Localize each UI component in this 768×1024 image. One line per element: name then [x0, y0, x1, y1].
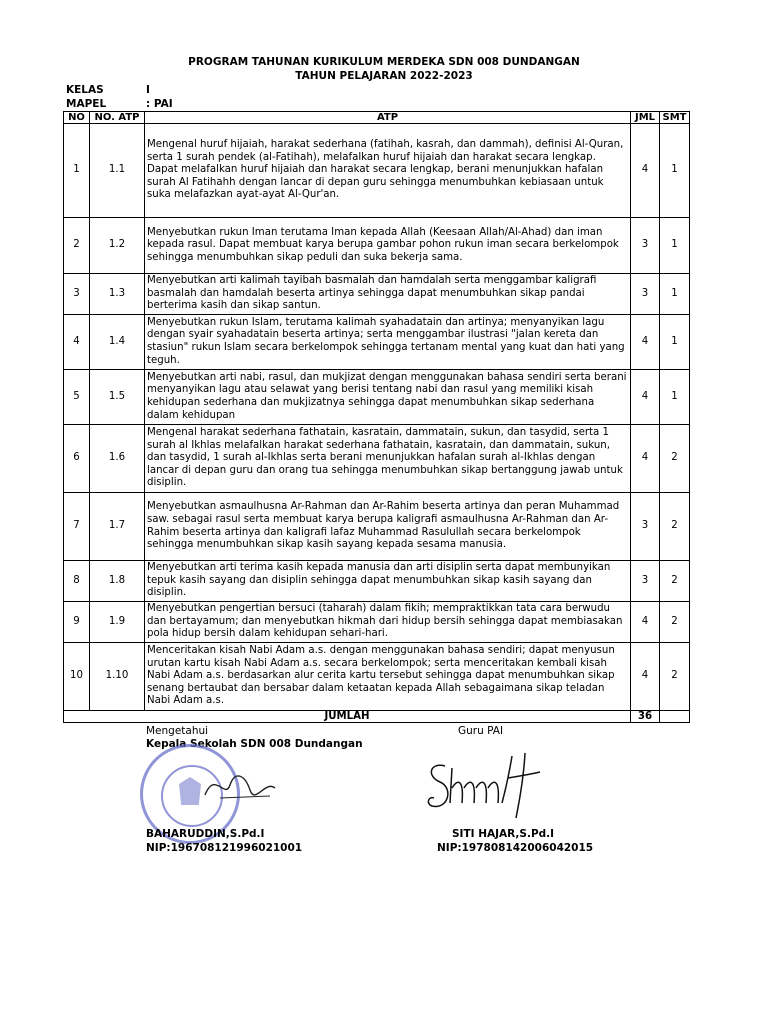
row-atp: Menyebutkan rukun Iman terutama Iman kepada Allah (Keesaan Allah/Al-Ahad) dan iman kepada rasul. Dapat membuat karya berupa gambar pohon rukun iman secara berkelompok sehingga menumbuhkan sikap peduli dan suka bekerja sama. — [145, 218, 631, 274]
row-jml: 3 — [631, 493, 660, 561]
row-atp: Menyebutkan arti terima kasih kepada manusia dan arti disiplin serta dapat membunyikan tepuk kasih sayang dan disiplin sehingga dapat menumbuhkan sikap kasih sayang dan disiplin. — [145, 561, 631, 602]
row-smt: 2 — [660, 602, 690, 643]
row-no: 10 — [64, 643, 90, 711]
document-title: PROGRAM TAHUNAN KURIKULUM MERDEKA SDN 008 DUNDANGAN — [188, 56, 580, 68]
row-no-atp: 1.3 — [90, 274, 145, 315]
kelas-value: I — [146, 84, 150, 96]
row-smt: 1 — [660, 124, 690, 218]
table-row — [64, 124, 690, 218]
table-row — [64, 425, 690, 493]
table-header-row — [64, 112, 690, 124]
row-jml: 4 — [631, 425, 660, 493]
left-caption: Mengetahui — [146, 725, 209, 737]
row-atp: Menyebutkan rukun Islam, terutama kalimah syahadatain dan artinya; menyanyikan lagu dengan syair syahadatain beserta artinya; serta menggambar ilustrasi "jalan kereta dan stasiun" rukun Islam secara berkelompok sehingga tertanam mental yang kuat dan hati yang teguh. — [145, 315, 631, 370]
principal-nip: NIP:196708121996021001 — [146, 842, 303, 854]
row-no-atp: 1.2 — [90, 218, 145, 274]
row-jml: 4 — [631, 602, 660, 643]
header-no: NO — [64, 112, 90, 124]
table-row — [64, 602, 690, 643]
row-no-atp: 1.10 — [90, 643, 145, 711]
teacher-signature-icon — [420, 748, 550, 828]
row-jml: 4 — [631, 315, 660, 370]
row-no: 4 — [64, 315, 90, 370]
document-subtitle: TAHUN PELAJARAN 2022-2023 — [295, 70, 473, 82]
table-row — [64, 643, 690, 711]
row-atp: Menyebutkan asmaulhusna Ar-Rahman dan Ar-Rahim beserta artinya dan peran Muhammad saw. sebagai rasul serta membuat karya berupa kaligrafi asmaulhusna Ar-Rahman dan Ar-Rahim beserta artinya dan kaligrafi lafaz Muhammad Rasulullah secara berkelompok sehingga menumbuhkan sikap kasih sayang kepada sesama manusia. — [145, 493, 631, 561]
header-smt: SMT — [660, 112, 690, 124]
row-smt: 1 — [660, 315, 690, 370]
row-no-atp: 1.1 — [90, 124, 145, 218]
row-jml: 3 — [631, 561, 660, 602]
total-smt — [660, 711, 690, 723]
principal-name: BAHARUDDIN,S.Pd.I — [146, 828, 265, 840]
table-row — [64, 561, 690, 602]
row-atp: Menyebutkan arti nabi, rasul, dan mukjizat dengan menggunakan bahasa sendiri serta berani menyanyikan lagu atau selawat yang berisi tentang nabi dan rasul yang memiliki kisah kehidupan sederhana dan mukjizatnya sehingga dapat menumbuhkan sikap sederhana dalam kehidupan — [145, 370, 631, 425]
teacher-nip: NIP:197808142006042015 — [437, 842, 594, 854]
header-atp: ATP — [145, 112, 631, 124]
row-smt: 2 — [660, 561, 690, 602]
teacher-name: SITI HAJAR,S.Pd.I — [452, 828, 555, 840]
header-jml: JML — [631, 112, 660, 124]
total-label: JUMLAH — [64, 711, 631, 723]
table-row — [64, 274, 690, 315]
row-smt: 1 — [660, 218, 690, 274]
row-no: 6 — [64, 425, 90, 493]
mapel-value: : PAI — [146, 98, 173, 110]
right-caption: Guru PAI — [458, 725, 504, 737]
row-no-atp: 1.5 — [90, 370, 145, 425]
row-no: 1 — [64, 124, 90, 218]
row-smt: 1 — [660, 274, 690, 315]
row-atp: Menyebutkan pengertian bersuci (taharah) dalam fikih; mempraktikkan tata cara berwudu dan bertayamum; dan menyebutkan hikmah dari hidup bersih sehingga dapat membiasakan pola hidup bersih dalam kehidupan sehari-hari. — [145, 602, 631, 643]
atp-table — [63, 111, 690, 723]
row-smt: 2 — [660, 425, 690, 493]
row-smt: 1 — [660, 370, 690, 425]
row-no: 7 — [64, 493, 90, 561]
row-no-atp: 1.4 — [90, 315, 145, 370]
row-no-atp: 1.9 — [90, 602, 145, 643]
row-no: 2 — [64, 218, 90, 274]
row-no: 3 — [64, 274, 90, 315]
row-atp: Mengenal harakat sederhana fathatain, kasratain, dammatain, sukun, dan tasydid, serta 1 surah al Ikhlas melafalkan harakat sederhana fathatain, kasratain, dan dammatain, sukun, dan tasydid, 1 surah al-Ikhlas serta berani menunjukkan hafalan surah al-Ikhlas dengan lancar di depan guru dan orang tua sehingga menumbuhkan sikap bertanggung jawab untuk disiplin. — [145, 425, 631, 493]
row-no-atp: 1.8 — [90, 561, 145, 602]
table-row — [64, 493, 690, 561]
kelas-row — [66, 84, 150, 96]
kelas-label: KELAS — [66, 84, 104, 96]
row-jml: 4 — [631, 124, 660, 218]
principal-signature-icon — [200, 760, 280, 810]
row-smt: 2 — [660, 643, 690, 711]
row-atp: Menyebutkan arti kalimah tayibah basmalah dan hamdalah serta menggambar kaligrafi basmalah dan hamdalah beserta artinya sehingga dapat menumbuhkan sikap pandai berterima kasih dan sikap santun. — [145, 274, 631, 315]
mapel-label: MAPEL — [66, 98, 107, 110]
table-row — [64, 315, 690, 370]
row-no-atp: 1.6 — [90, 425, 145, 493]
row-no: 9 — [64, 602, 90, 643]
total-row — [64, 711, 690, 723]
row-atp: Menceritakan kisah Nabi Adam a.s. dengan menggunakan bahasa sendiri; dapat menyusun urutan kartu kisah Nabi Adam a.s. secara berkelompok; serta menceritakan kembali kisah Nabi Adam a.s. berdasarkan alur cerita kartu tersebut sehingga dapat menumbuhkan sikap senang bertaubat dan bersabar dalam ketaatan kepada Allah sebagaimana sikap teladan Nabi Adam a.s. — [145, 643, 631, 711]
total-jml: 36 — [631, 711, 660, 723]
table-row — [64, 370, 690, 425]
row-atp: Mengenal huruf hijaiah, harakat sederhana (fatihah, kasrah, dan dammah), definisi Al-Quran, serta 1 surah pendek (al-Fatihah), melafalkan huruf hijaiah dan harakat secara lengkap. Dapat melafalkan huruf hijaiah dan harakat secara lengkap, berani menunjukkan hafalan surah Al Fatihahh dengan lancar di depan guru sehingga menumbuhkan kebiasaan untuk suka melafazkan ayat-ayat Al-Qur'an. — [145, 124, 631, 218]
header-no-atp: NO. ATP — [90, 112, 145, 124]
row-smt: 2 — [660, 493, 690, 561]
row-no-atp: 1.7 — [90, 493, 145, 561]
row-no: 8 — [64, 561, 90, 602]
row-jml: 4 — [631, 643, 660, 711]
principal-role: Kepala Sekolah SDN 008 Dundangan — [146, 738, 363, 750]
table-row — [64, 218, 690, 274]
mapel-row — [66, 98, 173, 110]
row-jml: 4 — [631, 370, 660, 425]
row-jml: 3 — [631, 218, 660, 274]
row-no: 5 — [64, 370, 90, 425]
row-jml: 3 — [631, 274, 660, 315]
